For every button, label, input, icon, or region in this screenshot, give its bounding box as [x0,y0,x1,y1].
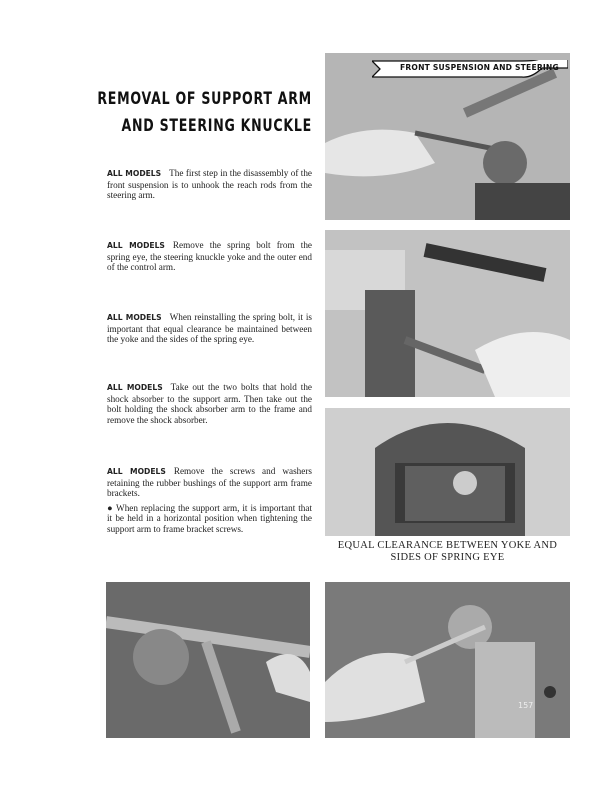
photo-shock-absorber [106,582,310,738]
paragraph-text: Remove the screws and washers retaining the rubber bushings of the support arm frame brackets. [107,466,312,498]
paragraph-5 [107,466,312,499]
photo-spring-eye-clearance [325,408,570,536]
photo-reach-rods [325,53,570,220]
lead-label: ALL MODELS [107,169,162,178]
note-paragraph [107,503,312,535]
lead-label: ALL MODELS [107,313,162,322]
paragraph-1 [107,168,312,201]
title-line-2: AND STEERING KNUCKLE [121,116,312,136]
lead-label: ALL MODELS [107,467,166,476]
note-text: When replacing the support arm, it is important that it be held in a horizontal position when tightening the support arm to frame bracket screws. [107,502,313,534]
section-banner [372,60,568,78]
section-banner-label: FRONT SUSPENSION AND STEERING [400,63,559,72]
photo-caption: EQUAL CLEARANCE BETWEEN YOKE AND SIDES OF SPRING EYE [337,540,558,563]
page-title [97,86,312,140]
paragraph-text: Remove the spring bolt from the spring eye, the steering knuckle yoke and the outer end of the control arm. [107,240,313,272]
page-number: 157 [518,701,534,710]
paragraph-text: When reinstalling the spring bolt, it is important that equal clearance be maintained between the yoke and the sides of the spring eye. [107,312,312,344]
paragraph-2 [107,240,312,273]
paragraph-4 [107,382,312,425]
final-step-block [107,466,312,538]
lead-label: ALL MODELS [107,383,163,392]
paragraph-text: The first step in the disassembly of the front suspension is to unhook the reach rods from the steering arm. [107,168,313,200]
lead-label: ALL MODELS [107,241,165,250]
bullet-icon: ● [107,502,114,513]
photo-frame-bracket [325,582,570,738]
paragraph-3 [107,312,312,345]
paragraph-text: Take out the two bolts that hold the shock absorber to the support arm. Then take out the bolt holding the shock absorber arm to the frame and remove the shock absorber. [107,382,312,425]
photo-spring-bolt [325,230,570,397]
title-line-1: REMOVAL OF SUPPORT ARM [97,89,312,109]
